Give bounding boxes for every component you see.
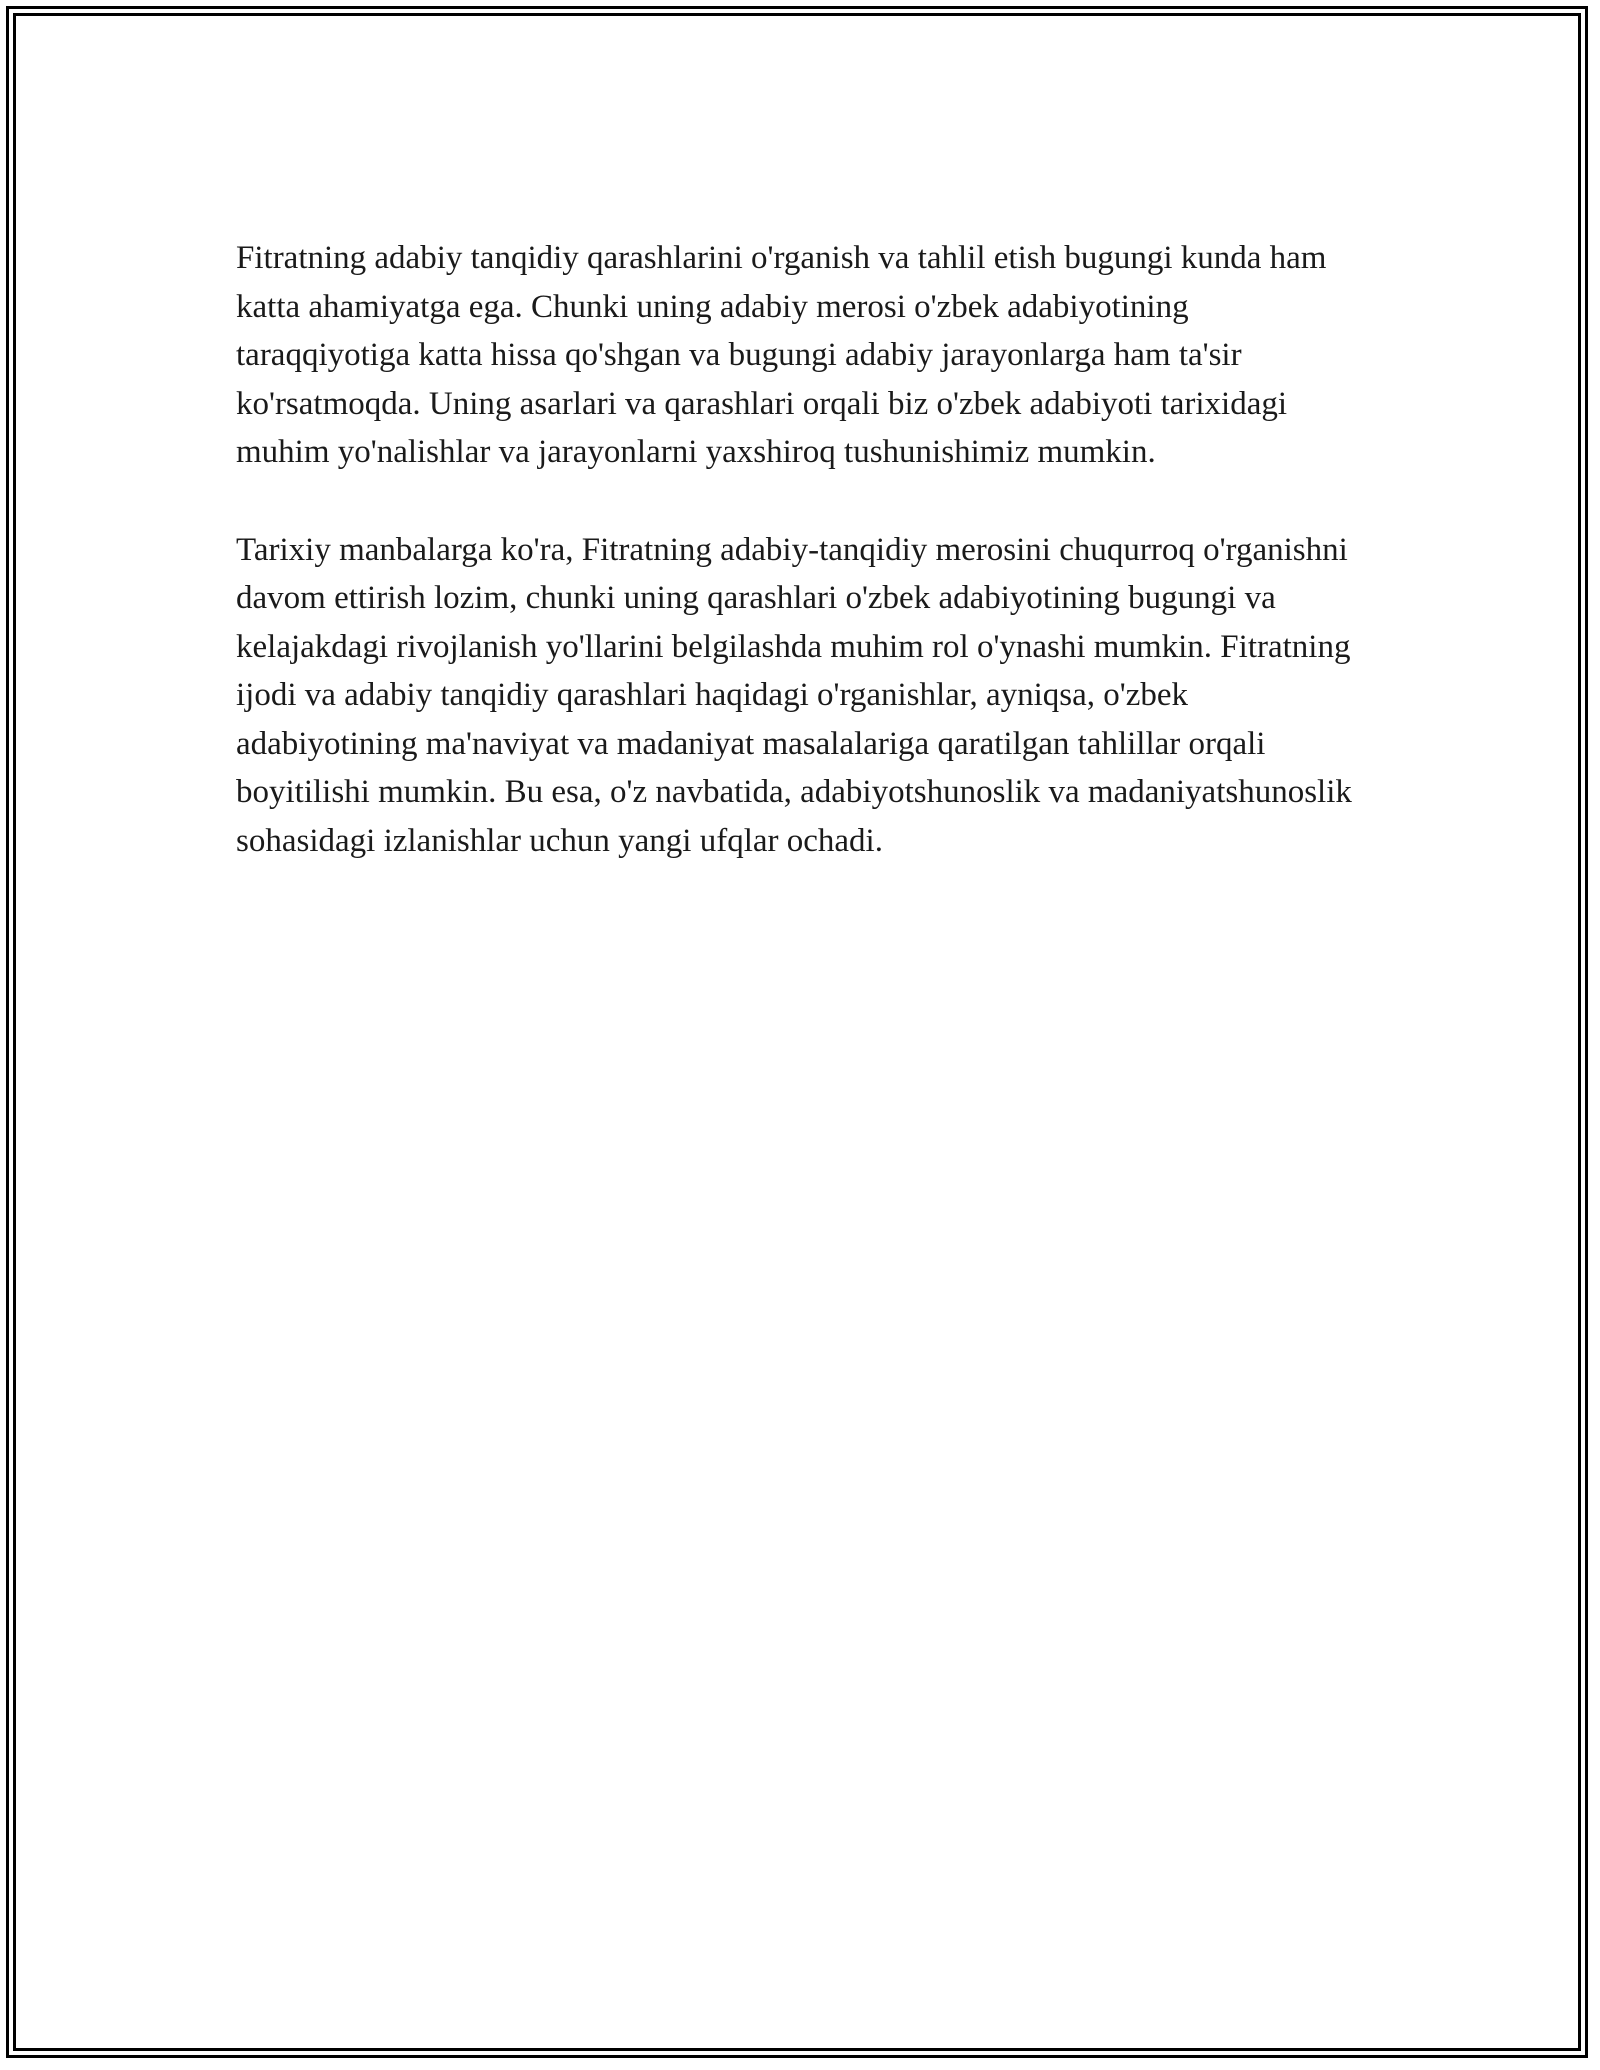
document-body bbox=[236, 234, 1366, 914]
paragraph-1: Fitratning adabiy tanqidiy qarashlarini o'rganish va tahlil etish bugungi kunda ham katta ahamiyatga ega. Chunki uning adabiy merosi o'zbek adabiyotining taraqqiyotiga katta hissa qo'shgan va bugungi adabiy jarayonlarga ham ta'sir ko'rsatmoqda. Uning asarlari va qarashlari orqali biz o'zbek adabiyoti tarixidagi muhim yo'nalishlar va jarayonlarni yaxshiroq tushunishimiz mumkin. bbox=[236, 240, 1327, 470]
paragraph-2: Tarixiy manbalarga ko'ra, Fitratning adabiy-tanqidiy merosini chuqurroq o'rganishni davom ettirish lozim, chunki uning qarashlari o'zbek adabiyotining bugungi va kelajakdagi rivojlanish yo'llarini belgilashda muhim rol o'ynashi mumkin. Fitratning ijodi va adabiy tanqidiy qarashlari haqidagi o'rganishlar, ayniqsa, o'zbek adabiyotining ma'naviyat va madaniyat masalalariga qaratilgan tahlillar orqali boyitilishi mumkin. Bu esa, o'z navbatida, adabiyotshunoslik va madaniyatshunoslik sohasidagi izlanishlar uchun yangi ufqlar ochadi. bbox=[236, 531, 1352, 859]
